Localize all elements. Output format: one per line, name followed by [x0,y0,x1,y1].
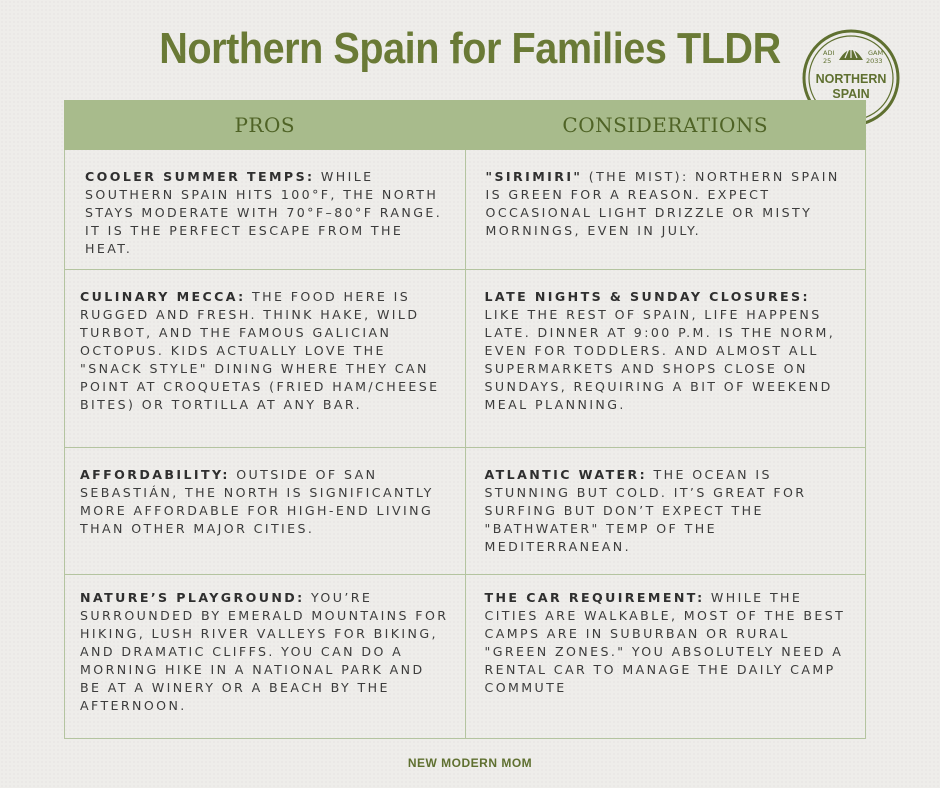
pro-title: CULINARY MECCA: [80,289,246,304]
pros-considerations-table [64,100,866,739]
page-title: Northern Spain for Families TLDR [159,24,781,73]
con-cell [465,448,866,575]
con-cell [465,270,866,448]
pro-text: YOU’RE SURROUNDED BY EMERALD MOUNTAINS FOR HIKING, LUSH RIVER VALLEYS FOR BIKING, AND DRAMATIC CLIFFS. YOU CAN DO A MORNING HIKE IN A NATIONAL PARK AND BE AT A WINERY OR A BEACH BY THE AFTERNOON. [80,590,449,713]
pro-cell [65,150,466,270]
pro-cell [65,270,466,448]
stamp-top-right: GAM [868,49,884,57]
footer-brand: NEW MODERN MOM [407,756,533,770]
considerations-header: CONSIDERATIONS [465,101,866,150]
table-row [65,150,866,270]
pro-title: NATURE’S PLAYGROUND: [80,590,305,605]
pro-text: THE FOOD HERE IS RUGGED AND FRESH. THINK HAKE, WILD TURBOT, AND THE FAMOUS GALICIAN OCTOPUS. KIDS ACTUALLY LOVE THE "SNACK STYLE" DINING WHERE THEY CAN POINT AT CROQUETAS (FRIED HAM/CHEESE BITES) OR TORTILLA AT ANY BAR. [80,289,440,412]
con-cell [465,575,866,739]
con-title: LATE NIGHTS & SUNDAY CLOSURES: [484,289,810,304]
con-title: THE CAR REQUIREMENT: [484,590,705,605]
con-text: LIKE THE REST OF SPAIN, LIFE HAPPENS LATE. DINNER AT 9:00 P.M. IS THE NORM, EVEN FOR TODDLERS. AND ALMOST ALL SUPERMARKETS AND SHOPS CLOSE ON SUNDAYS, REQUIRING A BIT OF WEEKEND MEAL PLANNING. [484,307,836,412]
pros-header: PROS [65,101,466,150]
stamp-top-right-2: 2033 [866,57,883,65]
table-row [65,448,866,575]
table-row [65,270,866,448]
con-text: (THE MIST): NORTHERN SPAIN IS GREEN FOR A REASON. EXPECT OCCASIONAL LIGHT DRIZZLE OR MISTY MORNINGS, EVEN IN JULY. [485,169,840,238]
stamp-line1: NORTHERN [815,72,887,86]
stamp-top-left: ADI [823,49,835,57]
scallop-shell-icon [839,43,863,60]
pro-cell [65,448,466,575]
con-text: THE OCEAN IS STUNNING BUT COLD. IT’S GREAT FOR SURFING BUT DON’T EXPECT THE "BATHWATER" TEMP OF THE MEDITERRANEAN. [484,467,807,554]
con-title: ATLANTIC WATER: [484,467,648,482]
stamp-line2: SPAIN [832,87,870,101]
con-cell [465,150,866,270]
pro-title: AFFORDABILITY: [80,467,230,482]
con-title: "SIRIMIRI" [485,169,583,184]
pro-cell [65,575,466,739]
pro-text: WHILE SOUTHERN SPAIN HITS 100°F, THE NORTH STAYS MODERATE WITH 70°F–80°F RANGE. IT IS THE PERFECT ESCAPE FROM THE HEAT. [85,169,443,256]
pro-title: COOLER SUMMER TEMPS: [85,169,315,184]
pro-text: OUTSIDE OF SAN SEBASTIÁN, THE NORTH IS SIGNIFICANTLY MORE AFFORDABLE FOR HIGH-END LIVING THAN OTHER MAJOR CITIES. [80,467,434,536]
con-text: WHILE THE CITIES ARE WALKABLE, MOST OF THE BEST CAMPS ARE IN SUBURBAN OR RURAL "GREEN ZONES." YOU ABSOLUTELY NEED A RENTAL CAR TO MANAGE THE DAILY CAMP COMMUTE [484,590,846,695]
table-row [65,575,866,739]
stamp-top-left-2: 25 [823,57,832,65]
